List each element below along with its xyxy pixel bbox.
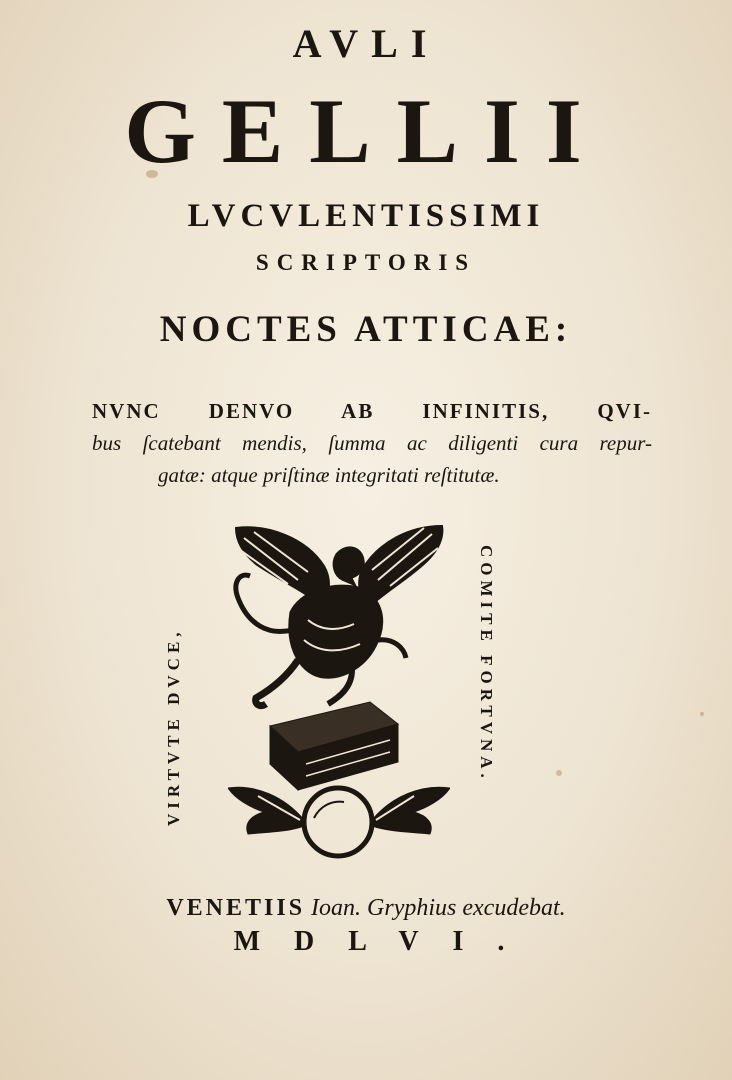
subtitle-line-3: gatæ: atque priſtinæ integritati reſtitutæ.	[158, 463, 500, 487]
device-motto-left: VIRTVTE DVCE,	[164, 627, 183, 826]
imprint-city: VENETIIS	[166, 895, 306, 921]
author-epithet: LVCVLENTISSIMI	[187, 198, 545, 234]
foxing-spot	[556, 770, 562, 776]
work-title: NOCTES ATTICAE:	[159, 309, 573, 350]
author-name: GELLII	[124, 80, 608, 182]
foxing-spot	[700, 712, 704, 716]
subtitle-line-1	[92, 395, 652, 427]
subtitle-line-2: bus ſcatebant mendis, ſumma ac diligenti cura repur-	[92, 431, 652, 455]
publication-date: MDLVI.	[233, 926, 539, 957]
printers-device-griffin-icon	[228, 520, 450, 870]
author-praenomen: AVLI	[292, 21, 440, 66]
device-motto-right: COMITE FORTVNA.	[477, 545, 496, 783]
author-role: SCRIPTORIS	[255, 250, 477, 275]
imprint-printer: Ioan. Gryphius excudebat.	[311, 895, 566, 921]
imprint-line	[0, 895, 732, 922]
subtitle-caps: NVNC DENVO AB INFINITIS, QVI-	[92, 399, 652, 423]
